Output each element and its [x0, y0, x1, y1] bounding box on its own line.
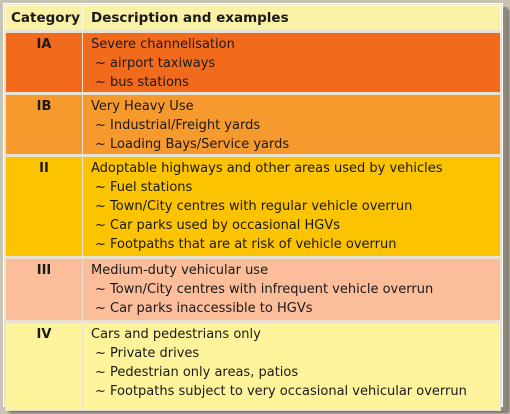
example-item: ~ Car parks inaccessible to HGVs	[95, 301, 313, 316]
table-row	[6, 94, 501, 156]
example-item: ~ Pedestrian only areas, patios	[95, 365, 299, 380]
table-row	[6, 258, 501, 322]
example-item: ~ Industrial/Freight yards	[95, 118, 261, 133]
header-description: Description and examples	[83, 6, 501, 32]
example-item: ~ Fuel stations	[95, 180, 193, 195]
table-row	[6, 322, 501, 411]
example-item: ~ Footpaths subject to very occasional vehicular overrun	[95, 384, 467, 399]
category-cell: IV	[6, 322, 83, 411]
category-cell: III	[6, 258, 83, 322]
description-cell	[83, 32, 501, 94]
table-row	[6, 156, 501, 258]
example-item: ~ airport taxiways	[95, 56, 216, 71]
description-cell	[83, 322, 501, 411]
header-row	[6, 6, 501, 32]
description-text: Severe channelisation	[91, 37, 235, 52]
description-cell	[83, 156, 501, 258]
table-frame	[3, 3, 503, 407]
traffic-category-table	[5, 5, 501, 411]
category-cell: IB	[6, 94, 83, 156]
example-item: ~ Footpaths that are at risk of vehicle overrun	[95, 237, 397, 252]
description-text: Cars and pedestrians only	[91, 327, 261, 342]
header-category: Category	[6, 6, 83, 32]
example-item: ~ Car parks used by occasional HGVs	[95, 218, 341, 233]
description-text: Medium-duty vehicular use	[91, 263, 269, 278]
example-item: ~ Loading Bays/Service yards	[95, 137, 290, 152]
table-row	[6, 32, 501, 94]
description-cell	[83, 258, 501, 322]
example-item: ~ bus stations	[95, 75, 189, 90]
description-text: Adoptable highways and other areas used by vehicles	[91, 161, 443, 176]
category-cell: IA	[6, 32, 83, 94]
category-cell: II	[6, 156, 83, 258]
example-item: ~ Private drives	[95, 346, 200, 361]
example-item: ~ Town/City centres with regular vehicle overrun	[95, 199, 413, 214]
example-item: ~ Town/City centres with infrequent vehicle overrun	[95, 282, 434, 297]
description-cell	[83, 94, 501, 156]
description-text: Very Heavy Use	[91, 99, 194, 114]
